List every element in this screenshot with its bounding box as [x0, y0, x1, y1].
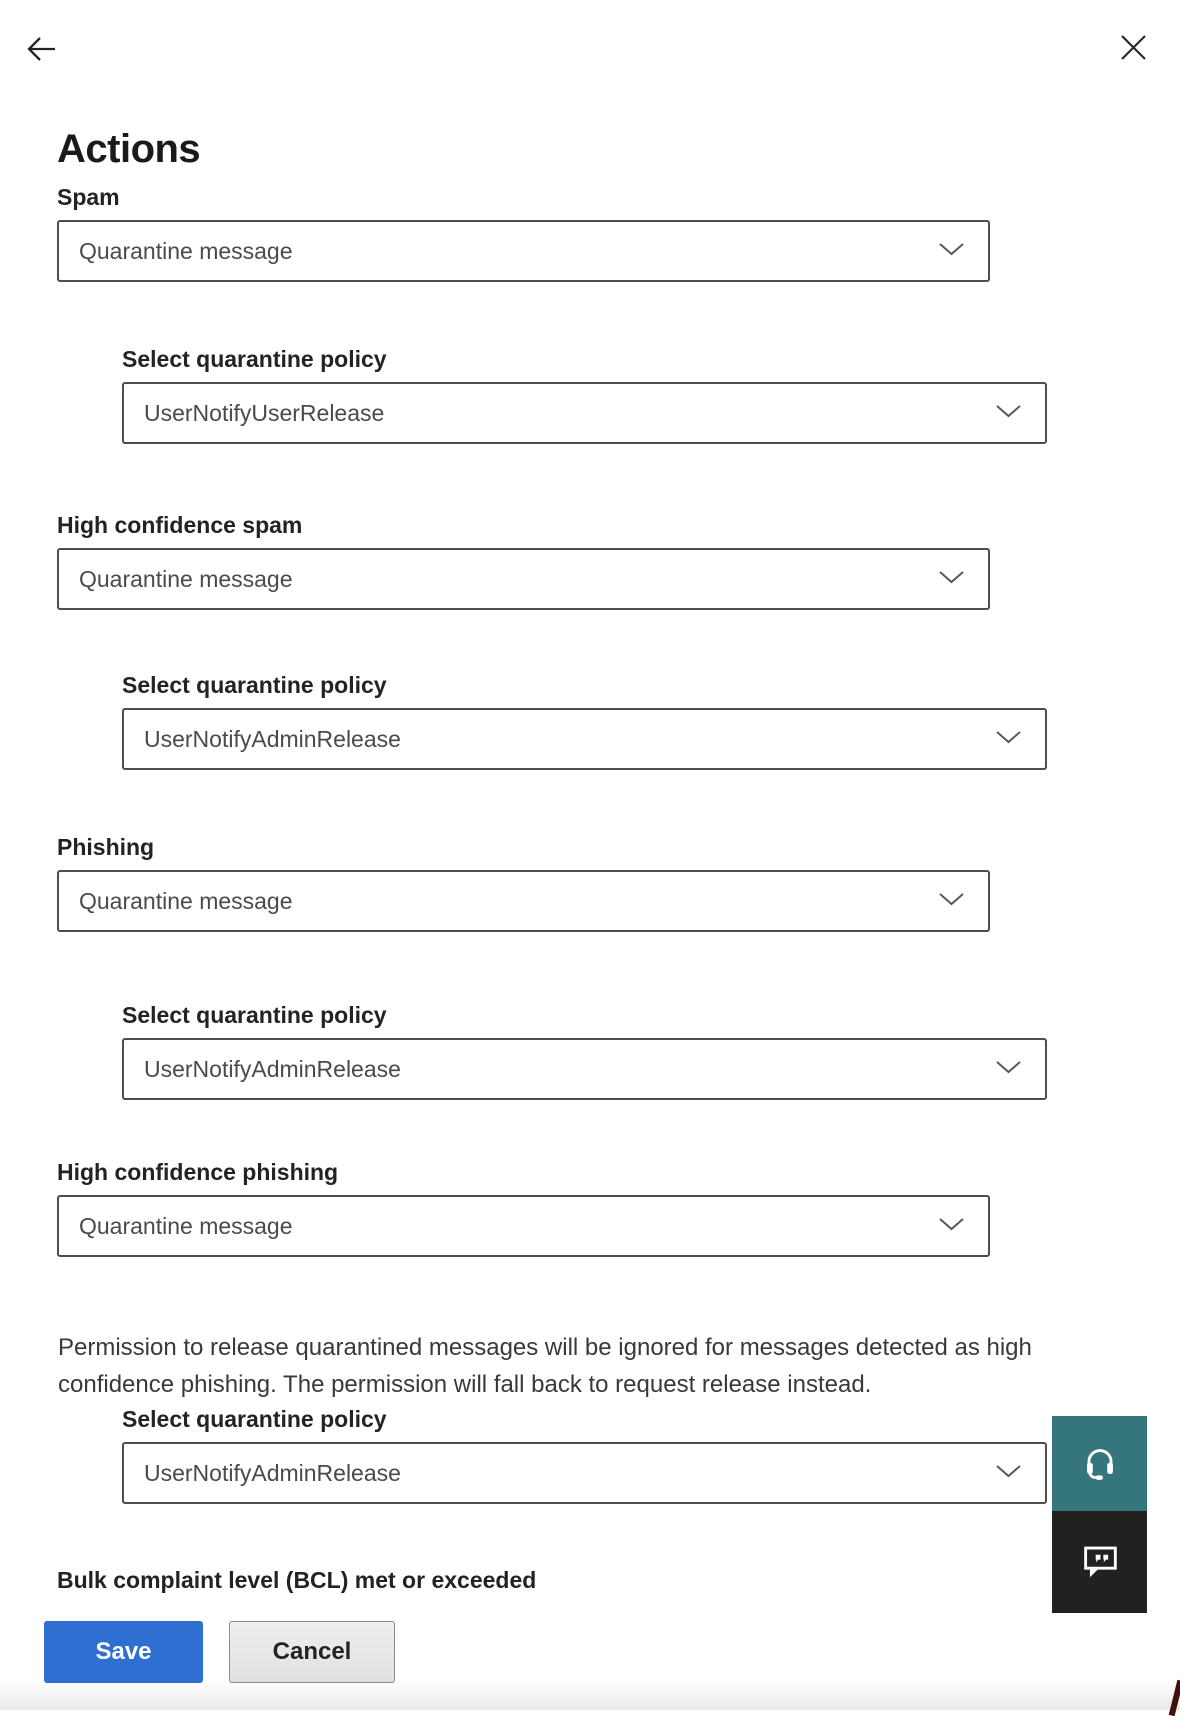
- bulk-complaint-level-section: [57, 1563, 536, 1593]
- dropdown-selected-value: UserNotifyUserRelease: [144, 399, 385, 426]
- field-group-hcs-quarantine-policy: [122, 670, 1047, 770]
- phishing-quarantine-policy-dropdown[interactable]: [122, 1038, 1047, 1100]
- dropdown-selected-value: UserNotifyAdminRelease: [144, 1055, 401, 1082]
- spam-action-dropdown[interactable]: [57, 220, 990, 282]
- chevron-down-icon: [937, 569, 966, 590]
- field-group-hcp-quarantine-policy: [122, 1404, 1047, 1504]
- field-label: Select quarantine policy: [122, 1002, 387, 1028]
- dropdown-selected-value: Quarantine message: [79, 887, 293, 914]
- dropdown-selected-value: Quarantine message: [79, 565, 293, 592]
- chevron-down-icon: [994, 729, 1023, 750]
- field-label: Select quarantine policy: [122, 672, 387, 698]
- field-group-high-confidence-phishing: [57, 1157, 990, 1257]
- page-title: Actions: [57, 126, 201, 171]
- bulk-complaint-level-label: Bulk complaint level (BCL) met or exceeded: [57, 1567, 537, 1593]
- phishing-action-dropdown[interactable]: [57, 870, 990, 932]
- field-group-spam: [57, 182, 990, 282]
- field-label: Spam: [57, 184, 120, 210]
- high-confidence-phishing-action-dropdown[interactable]: [57, 1195, 990, 1257]
- chevron-down-icon: [937, 1216, 966, 1237]
- dropdown-selected-value: Quarantine message: [79, 1212, 293, 1239]
- save-button[interactable]: Save: [44, 1621, 203, 1683]
- hcp-quarantine-policy-dropdown[interactable]: [122, 1442, 1047, 1504]
- field-group-high-confidence-spam: [57, 510, 990, 610]
- back-button[interactable]: [25, 33, 57, 65]
- close-button[interactable]: [1120, 34, 1147, 61]
- chevron-down-icon: [994, 1463, 1023, 1484]
- hcp-permission-note: Permission to release quarantined messages will be ignored for messages detected as high confidence phishing. The permission will fall back to request release instead.: [58, 1334, 1032, 1398]
- field-group-phishing: [57, 832, 990, 932]
- dropdown-selected-value: UserNotifyAdminRelease: [144, 725, 401, 752]
- feedback-button[interactable]: [1052, 1511, 1147, 1613]
- chevron-down-icon: [994, 403, 1023, 424]
- chevron-down-icon: [994, 1059, 1023, 1080]
- cancel-button[interactable]: Cancel: [229, 1621, 395, 1683]
- footer-bar: [0, 1593, 1180, 1710]
- field-label: Phishing: [57, 834, 155, 860]
- chevron-down-icon: [937, 891, 966, 912]
- headset-icon: [1077, 1439, 1123, 1488]
- field-group-phishing-quarantine-policy: [122, 1000, 1047, 1100]
- help-button[interactable]: [1052, 1416, 1147, 1511]
- close-icon: [1120, 49, 1147, 64]
- field-label: High confidence phishing: [57, 1159, 339, 1185]
- feedback-chat-icon: [1077, 1538, 1123, 1587]
- dropdown-selected-value: Quarantine message: [79, 237, 293, 264]
- dropdown-selected-value: UserNotifyAdminRelease: [144, 1459, 401, 1486]
- spam-quarantine-policy-dropdown[interactable]: [122, 382, 1047, 444]
- field-label: High confidence spam: [57, 512, 303, 538]
- chevron-down-icon: [937, 241, 966, 262]
- hcs-quarantine-policy-dropdown[interactable]: [122, 708, 1047, 770]
- field-group-spam-quarantine-policy: [122, 344, 1047, 444]
- back-arrow-icon: [25, 53, 57, 68]
- field-label: Select quarantine policy: [122, 346, 387, 372]
- high-confidence-spam-action-dropdown[interactable]: [57, 548, 990, 610]
- field-label: Select quarantine policy: [122, 1406, 387, 1432]
